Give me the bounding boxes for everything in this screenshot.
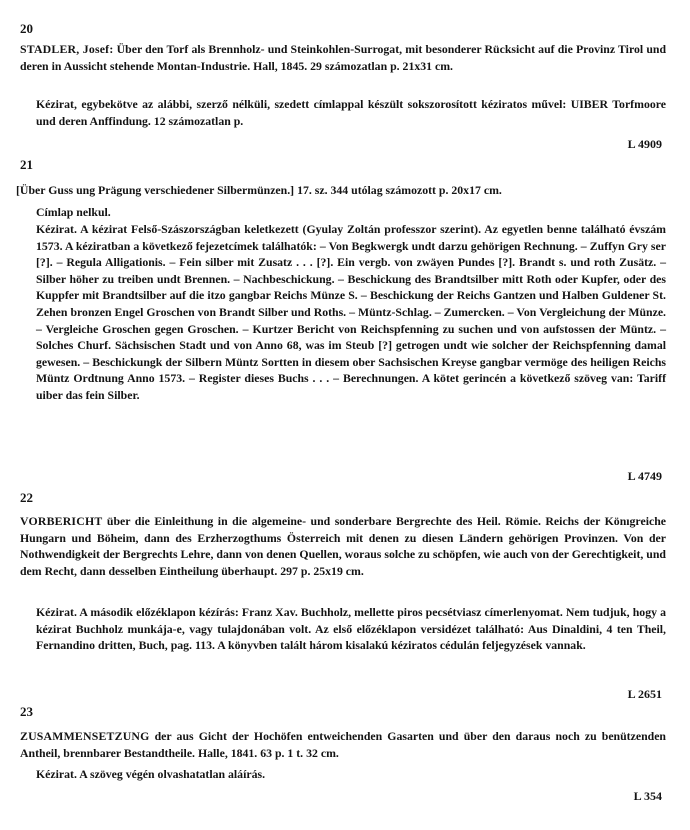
call-number: L 2651 xyxy=(627,687,662,701)
entry-note: Kézirat. A szöveg végén olvashatatlan aláírás. xyxy=(36,767,266,781)
call-number: L 4749 xyxy=(627,469,662,483)
entry-number: 23 xyxy=(20,704,33,719)
entry-title: ZUSAMMENSETZUNG xyxy=(20,729,150,743)
entry-title: VORBERICHT xyxy=(20,514,103,528)
entry-note: Kézirat. A második előzéklapon kézírás: Franz Xav. Buchholz, mellette piros pecsétviasz címerlenyomat. Nem tudjuk, hogy a kézirat Buchholz munkája-e, vagy tulajdonában volt. Az első előzéklapon versidézet található: Aus Dinaldini, 4 ten Theil, Fernandino dritten, Buch, pag. 113. A könyvben talált három kisalakú kéziratos cédulán feljegyzések vannak. xyxy=(36,605,666,653)
entry-number: 20 xyxy=(20,21,33,36)
call-number: L 354 xyxy=(633,789,662,803)
entry-title: STADLER, Josef: xyxy=(20,42,114,56)
call-number: L 4909 xyxy=(627,137,662,151)
entry-description: 17. sz. 344 utólag számozott p. 20x17 cm. xyxy=(297,183,502,197)
entry-heading xyxy=(16,182,662,199)
entry-note: Kézirat, egybekötve az alábbi, szerző nélküli, szedett címlappal készült sokszorosított kéziratos művel: UIBER Torfmoore und deren Anffindung. 12 számozatlan p. xyxy=(36,97,666,128)
entry-note: Címlap nelkul. xyxy=(36,205,111,219)
entry-title: [Über Guss ung Prägung verschiedener Silbermünzen.] xyxy=(16,183,295,197)
entry-heading xyxy=(20,728,666,761)
entry-description: über die Einleithung in die algemeine- und sonderbare Bergrechte des Heil. Römie. Reichs der Könıgreiche Hungarn und Böheim, dann des Erzherzogthums Österreich mit denen zu diesen Ländern gehörigen Provinzen. Von der Nothwendigkeit der Bergrechts Lehre, dann von denen Quellen, woraus solche zu schöpfen, wie auch von der Gerechtigkeit, und dem Recht, dann desselben Eintheilung überhaupt. 297 p. 25x19 cm. xyxy=(20,514,667,578)
entry-note: Kézirat. A kézirat Felső-Szászországban keletkezett (Gyulay Zoltán professzor szerint). Az egyetlen benne található évszám 1573. A kéziratban a következő fejezetcímek találhatók: – Von Begkwergk undt darzu gehörigen Rechnung. – Zuffyn Gry ser [?]. – Regula Alligationis. – Fein silber mit Zusatz . . . [?]. Ein vergb. von zwäyen Pundes [?]. Brandt s. und roth Zusätz. – Silber höher zu treiben undt Brennen. – Nachbeschickung. – Beschickung des Brandtsilber mitt Roth oder Kupfer, oder des Kuppfer mit Brandtsilber auf die itzo gangbar Reichs Münze S. – Beschickung der Reichs Gantzen und Halben Guldener St. Zehen bronzen Engel Groschen von Brandt Silber und Roths. – Müntz-Schlag. – Zumercken. – Von Vergleichung der Münze. – Vergleiche Groschen gegen Groschen. – Kurtzer Bericht von Reichspfenning zu suchen und von aufstossen der Müntz. – Solches Churf. Sächsischen Stadt und von Anno 68, was im Steub [?] getrogen undt wie solcher der Reichspfenning damal gewesen. – Beschickungk der Silbern Müntz Sortten in diesem ober Sachsischen Kreyse gangbar vermöge des heiligen Reichs Müntz Ordtnung Anno 1573. – Register dieses Buchs . . . – Berechnungen. A kötet gerincén a következő szöveg van: Tariff uiber das fein Silber. xyxy=(36,222,666,402)
entry-number: 22 xyxy=(20,490,33,505)
entry-number: 21 xyxy=(20,157,33,172)
entry-heading xyxy=(20,41,666,74)
entry-heading xyxy=(20,513,666,579)
entry-description: der aus Gicht der Hochöfen entweichenden Gasarten und über den daraus noch zu benützenden Antheil, brennbarer Bestandtheile. Halle, 1841. 63 p. 1 t. 32 cm. xyxy=(20,729,666,760)
entry-description: Über den Torf als Brennholz- und Steinkohlen-Surrogat, mit besonderer Rücksicht auf die Provinz Tirol und deren in Aussicht stehende Montan-Industrie. Hall, 1845. 29 számozatlan p. 21x31 cm. xyxy=(20,42,667,73)
